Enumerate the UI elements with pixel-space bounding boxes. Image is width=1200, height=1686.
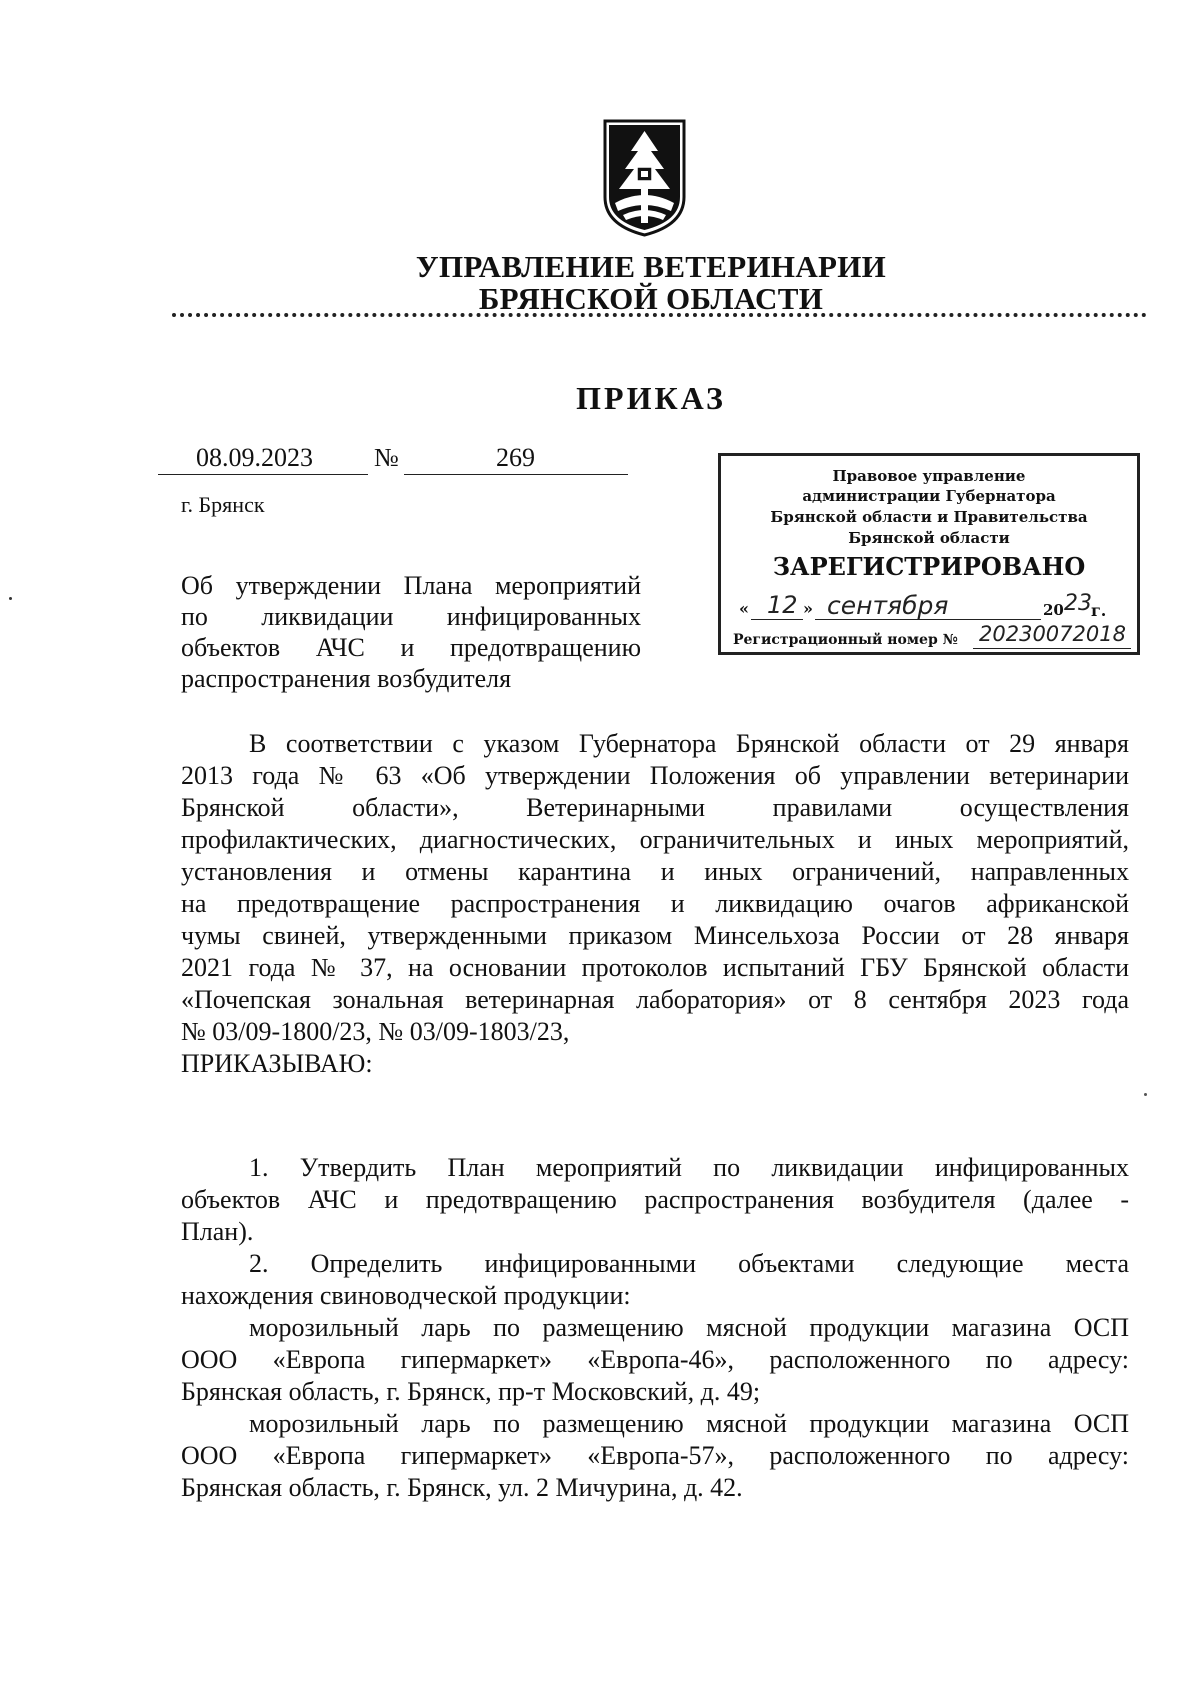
item-line: ООО «Европа гипермаркет» «Европа-46», расположенного по адресу: bbox=[181, 1345, 1129, 1374]
body-line: 2021 года № 37, на основании протоколов испытаний ГБУ Брянской области bbox=[181, 953, 1129, 982]
stamp-quote-open: « bbox=[739, 599, 749, 618]
org-name-line2: БРЯНСКОЙ ОБЛАСТИ bbox=[478, 281, 824, 316]
registration-stamp bbox=[718, 453, 1140, 655]
stamp-line: Правовое управление bbox=[832, 467, 1026, 485]
stamp-year-suffix: 23 bbox=[1064, 591, 1092, 616]
body-line: «Почепская зональная ветеринарная лаборатория» от 8 сентября 2023 года bbox=[181, 985, 1129, 1014]
subject-line: Об утверждении Плана мероприятий bbox=[181, 571, 641, 600]
stamp-quote-close: » bbox=[803, 599, 813, 618]
document-subject bbox=[181, 570, 641, 694]
stamp-date-line bbox=[739, 593, 1131, 623]
subject-line: по ликвидации инфицированных bbox=[181, 602, 641, 631]
body-line: на предотвращение распространения и ликвидацию очагов африканской bbox=[181, 889, 1129, 918]
stamp-line: Брянской области bbox=[848, 529, 1010, 547]
document-number: 269 bbox=[496, 443, 535, 472]
body-line: профилактических, диагностических, ограничительных и иных мероприятий, bbox=[181, 825, 1129, 854]
document-body bbox=[181, 728, 1129, 1080]
header-dotted-divider bbox=[172, 313, 1147, 317]
stamp-title: ЗАРЕГИСТРИРОВАНО bbox=[772, 552, 1086, 581]
date-number-line bbox=[158, 443, 628, 477]
body-line: № 03/09-1800/23, № 03/09-1803/23, bbox=[181, 1017, 570, 1046]
order-word: ПРИКАЗЫВАЮ: bbox=[181, 1049, 373, 1078]
body-line: Брянской области», Ветеринарными правилами осуществления bbox=[181, 793, 1129, 822]
stamp-reg-number: 20230072018 bbox=[979, 622, 1126, 646]
scan-speck bbox=[1144, 1093, 1147, 1096]
item-line: Брянская область, г. Брянск, пр-т Московский, д. 49; bbox=[181, 1377, 761, 1406]
org-name-line1: УПРАВЛЕНИЕ ВЕТЕРИНАРИИ bbox=[415, 249, 887, 284]
item-line: морозильный ларь по размещению мясной продукции магазина ОСП bbox=[249, 1409, 1129, 1438]
document-date: 08.09.2023 bbox=[196, 443, 313, 472]
body-line: чумы свиней, утвержденными приказом Минсельхоза России от 28 января bbox=[181, 921, 1129, 950]
stamp-year-prefix: 20 bbox=[1043, 601, 1064, 619]
body-line: 2013 года № 63 «Об утверждении Положения об управлении ветеринарии bbox=[181, 761, 1129, 790]
stamp-month: сентября bbox=[827, 591, 949, 620]
number-label: № bbox=[374, 443, 399, 472]
body-line: В соответствии с указом Губернатора Брянской области от 29 января bbox=[249, 729, 1129, 758]
subject-line: объектов АЧС и предотвращению bbox=[181, 633, 641, 662]
item-line: нахождения свиноводческой продукции: bbox=[181, 1281, 631, 1310]
stamp-year-unit: г. bbox=[1091, 601, 1107, 620]
stamp-line: Брянской области и Правительства bbox=[770, 508, 1088, 526]
stamp-day: 12 bbox=[767, 591, 798, 619]
stamp-line: администрации Губернатора bbox=[802, 487, 1056, 505]
item-line: 2. Определить инфицированными объектами следующие места bbox=[249, 1249, 1129, 1278]
item-line: ООО «Европа гипермаркет» «Европа-57», расположенного по адресу: bbox=[181, 1441, 1129, 1470]
subject-line: распространения возбудителя bbox=[181, 664, 512, 693]
document-city: г. Брянск bbox=[181, 492, 265, 517]
bryansk-coat-of-arms-icon bbox=[601, 117, 688, 239]
scan-speck bbox=[9, 597, 12, 600]
item-line: 1. Утвердить План мероприятий по ликвидации инфицированных bbox=[249, 1153, 1129, 1182]
body-line: установления и отмены карантина и иных ограничений, направленных bbox=[181, 857, 1129, 886]
item-line: морозильный ларь по размещению мясной продукции магазина ОСП bbox=[249, 1313, 1129, 1342]
stamp-reg-label: Регистрационный номер № bbox=[733, 632, 958, 648]
item-line: объектов АЧС и предотвращению распространения возбудителя (далее - bbox=[181, 1185, 1129, 1214]
document-type-title: ПРИКАЗ bbox=[576, 380, 726, 416]
item-line: План). bbox=[181, 1217, 254, 1246]
stamp-reg-line bbox=[733, 624, 1133, 652]
item-line: Брянская область, г. Брянск, ул. 2 Мичурина, д. 42. bbox=[181, 1473, 743, 1502]
order-items bbox=[181, 1152, 1129, 1504]
